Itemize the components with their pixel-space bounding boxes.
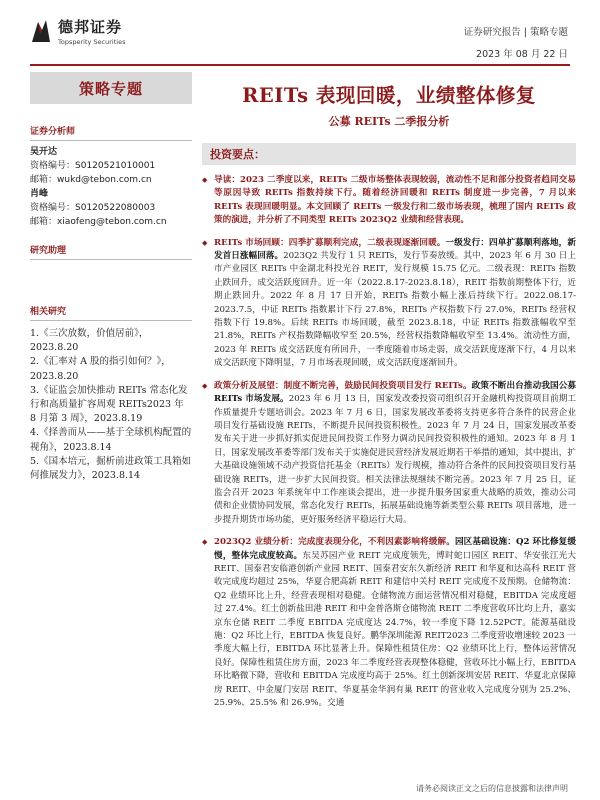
bullet-intro bbox=[202, 174, 576, 228]
analyst-name: 肖峰 bbox=[30, 189, 49, 199]
related-list bbox=[30, 327, 192, 483]
analyst-cert: 资格编号：S0120521010001 bbox=[30, 161, 156, 171]
report-title: REITs 表现回暖，业绩整体修复 bbox=[242, 84, 536, 107]
related-item[interactable]: 3.《证监会加快推动 REITs 常态化发行和高质量扩容周观 REITs2023 年 8 月第 3 周》，2023.8.19 bbox=[30, 384, 188, 425]
analyst-block bbox=[30, 145, 192, 229]
related-item[interactable]: 2.《汇率对 A 股的指引如何？》，2023.8.20 bbox=[30, 356, 171, 382]
related-heading: 相关研究 bbox=[30, 304, 192, 321]
brand-name-cn: 德邦证券 bbox=[58, 18, 123, 36]
brand-name-en: Topsperity Securities bbox=[58, 38, 126, 46]
report-date: 2023 年 08 月 22 日 bbox=[476, 49, 568, 60]
bullet-strong: 政策不断出台推动我国公募 REITs 市场发展。 bbox=[214, 380, 576, 405]
key-points-heading: 投资要点： bbox=[202, 143, 576, 165]
analyst-cert: 资格编号：S0120522080003 bbox=[30, 203, 156, 213]
related-item[interactable]: 5.《国本培元，掘析前进政策工具箱如何推展发力》，2023.8.14 bbox=[30, 455, 192, 482]
analyst-email[interactable]: 邮箱：xiaofeng@tebon.com.cn bbox=[30, 217, 167, 227]
related-item[interactable]: 4.《择善而从——基于全球机构配置的视角》，2023.8.14 bbox=[30, 427, 192, 453]
bullet-text: 东吴苏园产业 REIT 完成度领先，博时蛇口园区 REIT、华安张江光大 REIT、国泰君安临港创新产业园 REIT、国泰君安东久新经济 REIT 和华夏和达高科 REIT 营收完成度均超过 25%，华夏合肥高新 REIT 和建信中关村 REIT 完成度不及预期。仓储物流：Q2 业绩环比上升，经营表现相对稳健。仓储物流方面运营情况相对稳健，EBITDA 完成度超过 27.4%。红土创新盐田港 REIT 和中金普洛斯仓储物流 REIT 二季度营收环比均上升，嘉实京东仓储 REIT 二季度 EBITDA 完成度达 24.7%，较一季度下降 12.52PCT。能源基础设施：Q2 环比上行，EBITDA 恢复良好。鹏华深圳能源 REIT2023 二季度营收增速较 2023 一季度大幅上行，EBITDA 环比显著上升。保障性租赁住房：Q2 业绩环比上行，整体运营情况良好。保障性租赁住房方面，2023 年二季度经营表现整体稳健，营收环比小幅上行，EBITDA 环比略微下降，营收和 EBITDA 完成度均高于 25%。红土创新深圳安居 REIT、华夏北京保障房 REIT、中金厦门安居 REIT、华夏基金华润有巢 REIT 的营业收入完成度分别为 25.2%、25.9%、25.5% 和 26.9%。交通 bbox=[214, 550, 576, 709]
bullet-lead: 2023Q2 业绩分析：完成度表现分化，不利因素影响将缓解。 bbox=[214, 537, 455, 548]
bullet-performance bbox=[202, 536, 576, 710]
header-divider bbox=[30, 64, 570, 66]
bullet-text: 2023 年 6 月 13 日，国家发改委投资司组织召开金融机构投资项目前期工作质量提升专题培训会。2023 年 7 月 6 日，国家发展改革委将支持更多符合条件的民营企业项目发行基础设施 REITs，不断提升民间投资积极性。2023 年 7 月 24 日，国家发展改革委发布关于进一步抓好抓实促进民间投资工作努力调动民间投资积极性的通知。2023 年 8 月 1 日，国家发展改革委等部门发布关于实施促进民营经济发展近期若干举措的通知，其中提出，扩大基础设施领域不动产投资信托基金（REITs）发行规模，推动符合条件的民间投资项目发行基础设施 REITs，进一步扩大民间投资。相关法律法规继续不断完善。2023 年 7 月 25 日，证监会召开 2023 年系统年中工作座谈会提出，进一步提升服务国家重大战略的质效，推动公司债和企业债协同发展，常态化发行 REITs，拓展基础设施等新类型公募 REITs 项目落地，进一步提升期货市场功能，更好服务经济平稳运行大局。 bbox=[214, 394, 576, 525]
report-subtitle: 公募 REITs 二季报分析 bbox=[328, 115, 450, 128]
bullet-text: 2023 二季度以来，REITs 二级市场整体表现较弱，流动性不足和部分投资者趋同交易等原因导致 REITs 指数持续下行。随着经济回暖和 REITs 制度进一步完善，7 月以来 REITs 表现回暖明显。本文回顾了 REITs 一级发行和二级市场表现，梳理了国内 REITs 政策的演进，并分析了不同类型 REITs 2023Q2 业绩和经营表现。 bbox=[214, 175, 576, 226]
bullet-lead: 政策分析及展望：制度不断完善，鼓励民间投资项目发行 REITs。 bbox=[214, 380, 472, 391]
bullet-strong: 一级发行：四单扩募顺利落地，新发首日涨幅回落。 bbox=[214, 237, 576, 262]
analyst-email[interactable]: 邮箱：wukd@tebon.com.cn bbox=[30, 175, 152, 185]
report-type: 证券研究报告 | 策略专题 bbox=[463, 27, 568, 38]
analyst-heading: 证券分析师 bbox=[30, 124, 192, 141]
main-content bbox=[202, 72, 576, 710]
brand-logo bbox=[30, 16, 125, 46]
related-item[interactable]: 1.《三次放数，价值居前》，2023.8.20 bbox=[30, 328, 149, 354]
bullet-text: 2023Q2 共发行 1 只 REITs，发行节奏放缓。其中，2023 年 6 月 30 日上市产业园区 REITs 中金湖北科投光谷 REIT，发行规模 15.75 亿元。二级表现：REITs 指数止跌回升，成交活跃度回升。近一年（2022.8.17-2023.8.18），REIT 指数前期整体下行，近期止跌回升。2022 年 8 月 17 日开始，REITs 指数小幅上涨后持续下行。2022.08.17-2023.7.5，中证 REITs 指数累计下行 27.8%，REITs 产权指数下行 27.0%，REITs 经营权指数下行 19.8%。后续 REITs 市场回暖，截至 2023.8.18，中证 REITs 指数涨幅收窄至 21.8%，REITs 产权指数降幅收窄至 20.5%，经营权指数降幅收窄至 13.4%。流动性方面，2023 年 REITs 成交活跃度有所回升，一季度随着市场走弱，成交活跃度逐渐下行，4 月以来成交活跃度下降明显，7 月市场表现回暖，成交活跃度逐渐回升。 bbox=[214, 251, 576, 369]
assistant-heading: 研究助理 bbox=[30, 243, 192, 260]
bullet-strong: 园区基础设施：Q2 环比修复缓慢，整体完成度较高。 bbox=[214, 537, 576, 561]
category-label: 策略专题 bbox=[30, 72, 192, 104]
bullet-market-review bbox=[202, 237, 576, 371]
analyst-name: 吴开达 bbox=[30, 147, 58, 157]
bullet-lead: REITs 市场回顾：四季扩募顺利完成，二级表现逐渐回暖。 bbox=[214, 237, 446, 248]
bullet-policy bbox=[202, 380, 576, 527]
sidebar bbox=[30, 72, 192, 483]
disclaimer-footer: 请务必阅读正文之后的信息披露和法律声明 bbox=[416, 784, 568, 793]
bullet-lead: 导读： bbox=[214, 175, 241, 185]
brand-logo-icon bbox=[30, 18, 52, 44]
